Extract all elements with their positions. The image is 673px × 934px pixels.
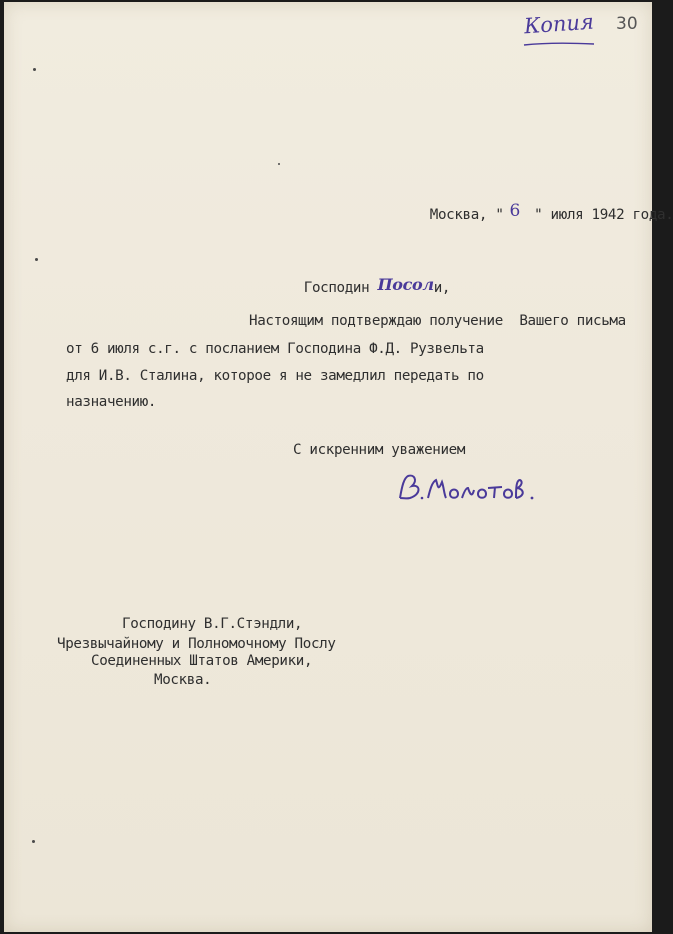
date-line	[397, 190, 673, 239]
copy-mark: Копия	[523, 9, 595, 39]
margin-speck	[32, 840, 35, 843]
margin-speck	[278, 163, 280, 165]
document-page	[4, 2, 673, 932]
date-day-handwritten: 6	[509, 201, 520, 221]
signature-molotov	[392, 468, 542, 510]
closing-text: С искренним уважением	[293, 442, 466, 458]
body-line-3: для И.В. Сталина, которое я не замедлил передать по	[66, 368, 484, 384]
margin-speck	[33, 68, 36, 71]
addressee-line-3: Соединенных Штатов Америки,	[91, 653, 313, 669]
addressee-line-1: Господину В.Г.Стэндли,	[122, 616, 303, 632]
margin-speck	[35, 258, 38, 261]
salutation-handwritten-name: Посол	[377, 275, 434, 294]
salutation-prefix: Господин	[303, 280, 378, 296]
body-line-4: назначению.	[66, 394, 157, 410]
body-line-1: Настоящим подтверждаю получение Вашего письма	[249, 313, 626, 329]
page-number: 30	[616, 14, 638, 34]
salutation-suffix: и,	[433, 280, 451, 296]
date-prefix: Москва, "	[429, 207, 504, 223]
date-suffix: " июля 1942 года.	[525, 207, 673, 223]
salutation	[271, 263, 450, 312]
addressee-line-2: Чрезвычайному и Полномочному Послу	[57, 636, 336, 652]
copy-mark-underline	[522, 40, 598, 48]
addressee-line-4: Москва.	[154, 672, 212, 688]
body-line-2: от 6 июля с.г. с посланием Господина Ф.Д. Рузвельта	[66, 341, 484, 357]
